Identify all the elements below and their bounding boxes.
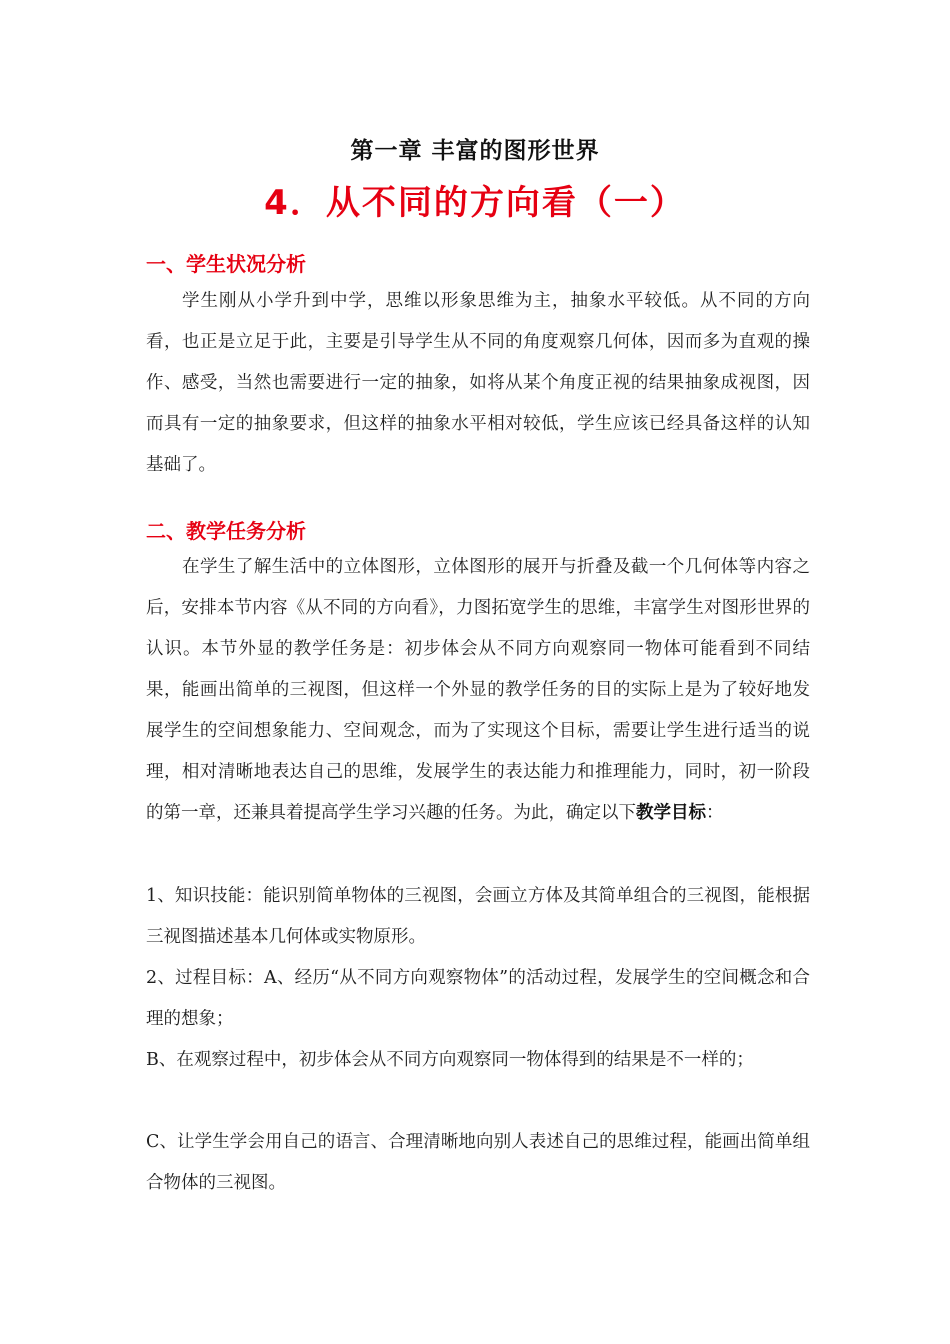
goal-process-a: 2、过程目标：A、经历“从不同方向观察物体”的活动过程，发展学生的空间概念和合理的想象； <box>146 968 810 1029</box>
task-analysis-colon: ： <box>706 803 724 823</box>
section-heading-student-analysis: 一、学生状况分析 <box>146 252 306 276</box>
goal-process-c: C、让学生学会用自己的语言、合理清晰地向别人表述自己的思维过程，能画出简单组合物体的三视图。 <box>146 1132 810 1193</box>
section-heading-task-analysis: 二、教学任务分析 <box>146 519 306 543</box>
goal-knowledge-skills: 1、知识技能：能识别简单物体的三视图，会画立方体及其简单组合的三视图，能根据三视图描述基本几何体或实物原形。 <box>146 886 810 947</box>
teaching-goals-label: 教学目标 <box>636 803 706 823</box>
goal-process-b: B、在观察过程中，初步体会从不同方向观察同一物体得到的结果是不一样的； <box>146 1050 754 1070</box>
lesson-title: 4．从不同的方向看（一） <box>264 183 686 223</box>
task-analysis-text: 在学生了解生活中的立体图形，立体图形的展开与折叠及截一个几何体等内容之后，安排本节内容《从不同的方向看》，力图拓宽学生的思维，丰富学生对图形世界的认识。本节外显的教学任务是：初步体会从不同方向观察同一物体可能看到不同结果，能画出简单的三视图，但这样一个外显的教学任务的目的实际上是为了较好地发展学生的空间想象能力、空间观念，而为了实现这个目标，需要让学生进行适当的说理，相对清晰地表达自己的思维，发展学生的表达能力和推理能力，同时，初一阶段的第一章，还兼具着提高学生学习兴趣的任务。为此，确定以下 <box>146 557 810 823</box>
task-analysis-paragraph <box>146 547 810 834</box>
student-analysis-paragraph: 学生刚从小学升到中学，思维以形象思维为主，抽象水平较低。从不同的方向看，也正是立足于此，主要是引导学生从不同的角度观察几何体，因而多为直观的操作、感受，当然也需要进行一定的抽象，如将从某个角度正视的结果抽象成视图，因而具有一定的抽象要求，但这样的抽象水平相对较低，学生应该已经具备这样的认知基础了。 <box>146 291 810 475</box>
chapter-title: 第一章 丰富的图形世界 <box>350 138 600 164</box>
